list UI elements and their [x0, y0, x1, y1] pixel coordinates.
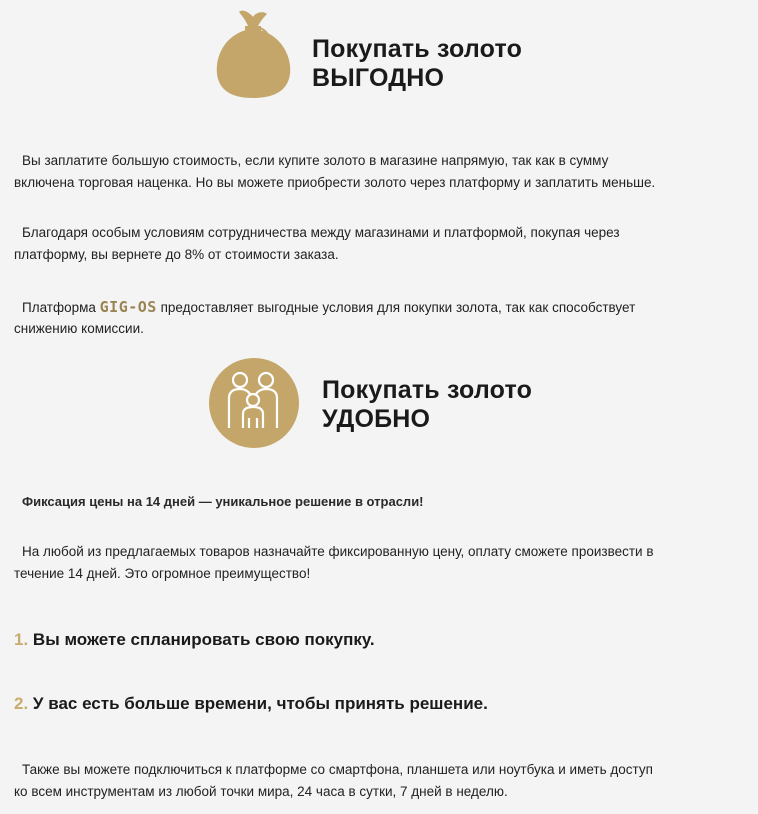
- paragraph-line: течение 14 дней. Это огромное преимущество!: [14, 566, 311, 581]
- list-number: 1.: [14, 630, 29, 649]
- paragraph-line: снижению комиссии.: [14, 321, 144, 336]
- list-number: 2.: [14, 694, 29, 713]
- highlight-text: Фиксация цены на 14 дней — уникальное решение в отрасли!: [22, 494, 424, 509]
- paragraph-line: платформу, вы вернете до 8% от стоимости заказа.: [14, 247, 339, 262]
- section-convenient: [4, 348, 754, 814]
- paragraph-line: ко всем инструментам из любой точки мира, 24 часа в сутки, 7 дней в неделю.: [14, 784, 508, 799]
- paragraph-text: предоставляет выгодные условия для покупки золота, так как способствует: [160, 300, 636, 315]
- paragraph-line: На любой из предлагаемых товаров назначайте фиксированную цену, оплату сможете произвести в: [22, 544, 654, 559]
- paragraph: [14, 563, 310, 585]
- paragraph: [14, 296, 635, 319]
- money-bag-icon: [213, 8, 293, 102]
- list-text: У вас есть больше времени, чтобы принять решение.: [32, 694, 488, 713]
- paragraph: [14, 318, 144, 340]
- paragraph-line: Вы заплатите большую стоимость, если купите золото в магазине напрямую, так как в сумму: [22, 153, 609, 168]
- paragraph: [14, 150, 608, 172]
- section-title-line1: Покупать золото: [322, 376, 533, 404]
- paragraph: [14, 244, 339, 266]
- brand-logo: GIG-OS: [99, 298, 157, 316]
- list-item: [14, 629, 375, 651]
- section-title-line1: Покупать золото: [312, 35, 523, 63]
- paragraph-text: Платформа: [22, 300, 96, 315]
- paragraph-line: Благодаря особым условиям сотрудничества между магазинами и платформой, покупая через: [22, 225, 620, 240]
- section-title-line2: УДОБНО: [322, 405, 431, 433]
- paragraph: [14, 781, 508, 803]
- paragraph-line: включена торговая наценка. Но вы можете приобрести золото через платформу и заплатить меньше.: [14, 175, 656, 190]
- paragraph: [14, 222, 620, 244]
- section-title-line2: ВЫГОДНО: [312, 64, 445, 92]
- list-item: [14, 693, 488, 715]
- section-profitable: [0, 0, 758, 348]
- paragraph-line: Также вы можете подключиться к платформе со смартфона, планшета или ноутбука и иметь доступ: [22, 762, 653, 777]
- family-icon: [207, 356, 301, 450]
- list-text: Вы можете спланировать свою покупку.: [32, 630, 375, 649]
- paragraph: [14, 172, 655, 194]
- paragraph: [14, 759, 653, 781]
- paragraph: [14, 541, 654, 563]
